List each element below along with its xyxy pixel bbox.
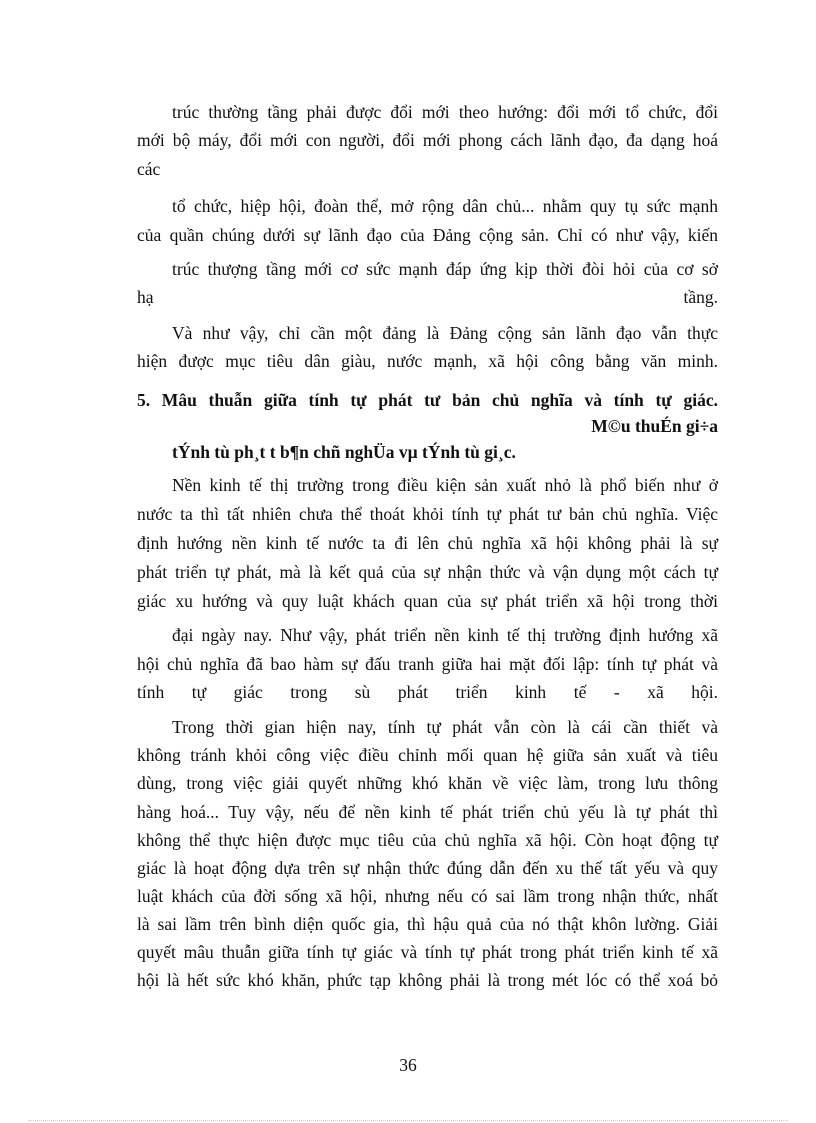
text-line: không thể thực hiện được mục tiêu của chủ nghĩa xã hội. Còn hoạt động tự	[137, 830, 718, 850]
heading-garbled: M©u thuÉn gi÷a	[591, 416, 718, 436]
text-line: tính tự giác trong sù phát triển kinh tế - xã hội.	[137, 682, 718, 702]
text-line: dùng, trong việc giải quyết những khó khăn về việc làm, trong lưu thông	[137, 773, 718, 793]
text-line: hội là hết sức khó khăn, phức tạp không phải là trong mét lóc có thể xoá bỏ	[137, 970, 718, 990]
text-line: tầng.	[683, 287, 718, 307]
text-line: hội chủ nghĩa đã bao hàm sự đấu tranh giữa hai mặt đối lập: tính tự phát và	[137, 654, 718, 674]
text-line: Nền kinh tế thị trường trong điều kiện sản xuất nhỏ là phổ biến như ở	[172, 475, 718, 495]
text-line: giác là hoạt động dựa trên sự nhận thức đúng dẫn đến xu thế tất yếu và quy	[137, 858, 718, 878]
text-line: Trong thời gian hiện nay, tính tự phát vẫn còn là cái cần thiết và	[172, 717, 718, 737]
page-bottom-border	[28, 1120, 788, 1121]
text-line: Và như vậy, chỉ cần một đảng là Đảng cộng sản lãnh đạo vẫn thực	[172, 323, 718, 343]
text-line: trúc thượng tầng mới cơ sức mạnh đáp ứng kịp thời đòi hỏi của cơ sở	[172, 259, 718, 279]
section-heading: 5. Mâu thuẫn giữa tính tự phát tư bản chủ nghĩa và tính tự giác.	[137, 390, 718, 410]
text-line: định hướng nền kinh tế nước ta đi lên chủ nghĩa xã hội không phải là sự	[137, 533, 718, 553]
text-line: luật khách của đời sống xã hội, nhưng nếu có sai lầm trong nhận thức, nhất	[137, 886, 718, 906]
text-line: các	[137, 159, 161, 179]
text-line: nước ta thì tất nhiên chưa thể thoát khỏi tính tự phát tư bản chủ nghĩa. Việc	[137, 504, 718, 524]
text-line: hạ	[137, 287, 154, 307]
text-line: quyết mâu thuẫn giữa tính tự giác và tính tự phát trong phát triển kinh tế xã	[137, 942, 718, 962]
text-line: đại ngày nay. Như vậy, phát triển nền kinh tế thị trường định hướng xã	[172, 625, 718, 645]
text-line: không tránh khỏi công việc điều chỉnh mối quan hệ giữa sản xuất và tiêu	[137, 745, 718, 765]
heading-garbled: tÝnh tù ph¸t t b¶n chñ nghÜa vµ tÝnh tù gi¸c.	[172, 442, 516, 462]
text-line: của quần chúng dưới sự lãnh đạo của Đảng cộng sản. Chỉ có như vậy, kiến	[137, 225, 718, 245]
text-line: là sai lầm trên bình diện quốc gia, thì hậu quả của nó thật khôn lường. Giải	[137, 914, 718, 934]
text-line: mới bộ máy, đổi mới con người, đổi mới phong cách lãnh đạo, đa dạng hoá	[137, 130, 718, 150]
text-line: trúc thường tầng phải được đổi mới theo hướng: đổi mới tổ chức, đổi	[172, 102, 718, 122]
text-line: hiện được mục tiêu dân giàu, nước mạnh, xã hội công bằng văn minh.	[137, 351, 718, 371]
page-number: 36	[399, 1055, 417, 1075]
text-line: tổ chức, hiệp hội, đoàn thể, mở rộng dân chủ... nhằm quy tụ sức mạnh	[172, 196, 718, 216]
text-line: phát triển tự phát, mà là kết quả của sự nhận thức và vận dụng một cách tự	[137, 562, 718, 582]
text-line: giác xu hướng và quy luật khách quan của sự phát triển xã hội trong thời	[137, 591, 718, 611]
text-line: hàng hoá... Tuy vậy, nếu để nền kinh tế phát triển chủ yếu là tự phát thì	[137, 802, 718, 822]
